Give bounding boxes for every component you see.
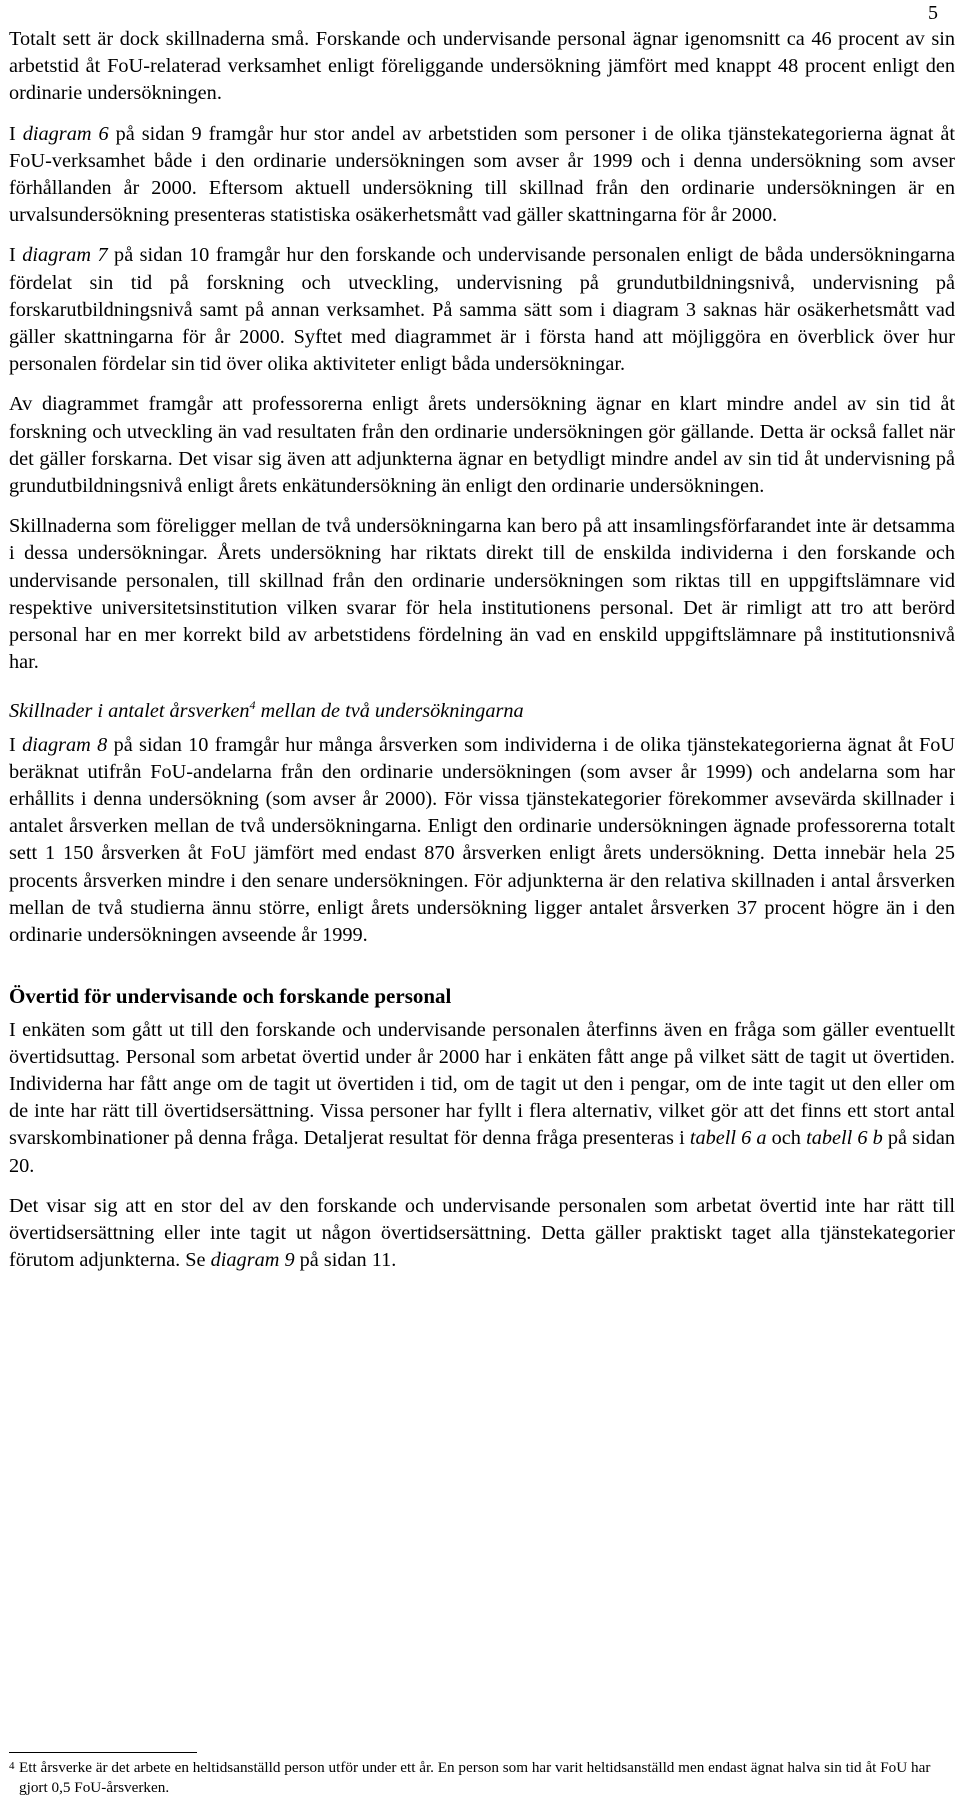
paragraph-6 bbox=[9, 732, 955, 950]
paragraph-7 bbox=[9, 1017, 955, 1180]
footnote bbox=[9, 1758, 955, 1798]
subheading-text-b: mellan de två undersökningarna bbox=[255, 700, 524, 723]
paragraph-3-text-a: I bbox=[9, 244, 23, 267]
paragraph-3-text-b: på sidan 10 framgår hur den forskande och undervisande personalen enligt de båda undersökningarna fördelat sin tid på forskning och utveckling, undervisning på grundutbildningsnivå, undervisning på forskarutbildningsnivå samt på annan verksamhet. På samma sätt som i diagram 3 saknas här osäkerhetsmått vad gäller skattningarna för år 2000. Syftet med diagrammet är i första hand att möjliggöra en överblick över hur personalen fördelar sin tid över olika aktiviteter enligt båda undersökningar. bbox=[9, 244, 956, 376]
paragraph-7-text-c: på sidan 20. bbox=[9, 1127, 955, 1177]
paragraph-8-text-a: Det visar sig att en stor del av den forskande och undervisande personalen som arbetat övertid inte har rätt till övertidsersättning eller inte tagit ut någon övertidsersättning. Detta gäller praktiskt taget alla tjänstekategorier förutom adjunkterna. Se bbox=[9, 1194, 955, 1272]
diagram-9-reference: diagram 9 bbox=[210, 1249, 295, 1272]
footnote-marker: 4 bbox=[249, 698, 256, 713]
paragraph-6-text-b: på sidan 10 framgår hur många årsverken som individerna i de olika tjänstekategorierna ägnat åt FoU beräknat utifrån FoU-andelarna från den ordinarie undersökningen (som avser år 1999) och andelarna som har erhållits i denna undersökning (som avser år 2000). För vissa tjänstekategorier förekommer avsevärda skillnader i antalet årsverken mellan de två undersökningarna. Enligt den ordinarie undersökningen ägnade professorerna totalt sett 1 150 årsverken åt FoU jämfört med endast 870 årsverken enligt årets undersökning. Detta innebär hela 25 procents årsverken mindre i den senare undersökningen. För adjunkterna är den relativa skillnaden i antal årsverken mellan de två studierna ännu större, enligt årets undersökning ligger antalet årsverken 37 procent högre än i den ordinarie undersökningen avseende år 1999. bbox=[9, 733, 956, 947]
page-number: 5 bbox=[928, 2, 938, 24]
footnote-divider bbox=[9, 1752, 197, 1753]
diagram-6-reference: diagram 6 bbox=[22, 122, 109, 145]
section-subheading bbox=[9, 698, 955, 725]
diagram-7-reference: diagram 7 bbox=[22, 244, 108, 267]
footnote-text: Ett årsverke är det arbete en heltidsanställd person utför under ett år. En person som har varit heltidsanställd men endast ägnat halva sin tid åt FoU har gjort 0,5 FoU-årsverken. bbox=[19, 1759, 931, 1796]
paragraph-8 bbox=[9, 1193, 955, 1275]
paragraph-8-text-b: på sidan 11. bbox=[294, 1249, 397, 1272]
document-body bbox=[9, 26, 955, 1287]
section-heading: Övertid för undervisande och forskande personal bbox=[9, 984, 452, 1009]
paragraph-6-text-a: I bbox=[9, 733, 23, 756]
subheading-text-a: Skillnader i antalet årsverken bbox=[9, 700, 250, 723]
footnote-number: 4 bbox=[9, 1760, 15, 1772]
paragraph-3 bbox=[9, 242, 955, 378]
paragraph-7-text-b: och bbox=[766, 1127, 807, 1150]
paragraph-1: Totalt sett är dock skillnaderna små. Forskande och undervisande personal ägnar igenomsnitt ca 46 procent av sin arbetstid åt FoU-relaterad verksamhet enligt föreliggande undersökning jämfört med knappt 48 procent enligt den ordinarie undersökningen. bbox=[9, 28, 955, 105]
paragraph-5: Skillnaderna som föreligger mellan de två undersökningarna kan bero på att insamlingsförfarandet inte är detsamma i dessa undersökningar. Årets undersökning har riktats direkt till de enskilda individerna i den forskande och undervisande personalen, till skillnad från den ordinarie undersökningen som riktas till en uppgiftslämnare vid respektive universitetsinstitution vilken svarar för hela institutionens personal. Det är rimligt att tro att berörd personal har en mer korrekt bild av arbetstidens fördelning än vad en enskild uppgiftslämnare på institutionsnivå har. bbox=[9, 515, 955, 674]
tabell-6b-reference: tabell 6 b bbox=[806, 1127, 883, 1150]
paragraph-7-text-a: I enkäten som gått ut till den forskande och undervisande personalen återfinns även en fråga som gäller eventuellt övertidsuttag. Personal som arbetat övertid under år 2000 har i enkäten fått ange på vilket sätt de tagit ut övertiden. Individerna har fått ange om de tagit ut övertiden i tid, om de tagit ut den i pengar, om de inte tagit ut den eller om de inte har rätt till övertidsersättning. Vissa personer har fyllt i flera alternativ, vilket gör att det finns ett stort antal svarskombinationer på denna fråga. Detaljerat resultat för denna fråga presenteras i bbox=[9, 1018, 955, 1150]
paragraph-2 bbox=[9, 121, 955, 230]
paragraph-2-text-b: på sidan 9 framgår hur stor andel av arbetstiden som personer i de olika tjänstekategorierna ägnat åt FoU-verksamhet både i den ordinarie undersökningen som avser år 1999 och i denna undersökning som avser förhållanden år 2000. Eftersom aktuell undersökning till skillnad från den ordinarie undersökningen är en urvalsundersökning presenteras statistiska osäkerhetsmått vad gäller skattningarna för år 2000. bbox=[9, 122, 956, 227]
diagram-8-reference: diagram 8 bbox=[22, 733, 108, 756]
paragraph-2-text-a: I bbox=[9, 122, 23, 145]
tabell-6a-reference: tabell 6 a bbox=[689, 1127, 767, 1150]
paragraph-4: Av diagrammet framgår att professorerna enligt årets undersökning ägnar en klart mindre andel av sin tid åt forskning och utveckling än vad resultaten från den ordinarie undersökningen gör gällande. Detta är också fallet när det gäller forskarna. Det visar sig även att adjunkterna ägnar en betydligt mindre andel av sin tid åt undervisning på grundutbildningsnivå enligt årets enkätundersökning än enligt den ordinarie undersökningen. bbox=[9, 393, 955, 498]
